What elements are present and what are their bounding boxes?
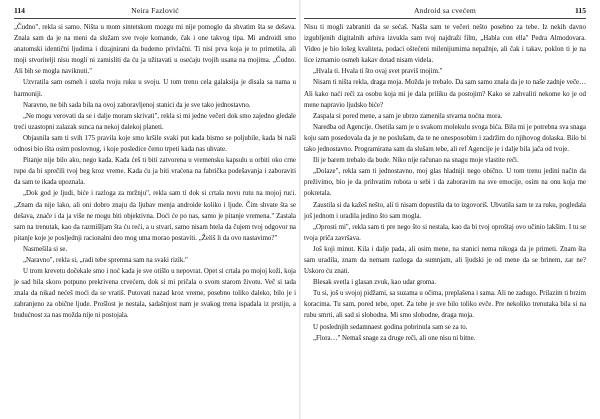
left-page-number: 114 [14, 6, 25, 15]
paragraph: Naredba od Agencije. Osetila sam je u svakom molekulu svoga bića. Bila mi je potrebna sva snaga koju sam posedovala da je ne poslušam, da te ne onesposobim i zadržim do njihovog dolaska. Bilo bi tako jednostavno. Programirana sam da slušam tebe, ali ref Agencije je i dalje bila jača od tvoje. [304, 123, 586, 154]
paragraph: Zaspala si pored mene, a sam je ubrzo zamenila stvarna noćna mora. [313, 112, 503, 120]
paragraph: Objasnila sam ti svih 175 pravila koje smo kršile svaki put kada bismo se poljubile, kada bi naši odnosi bio išta osim poslovnog, i koje posledice čemo trpeti kada nas uhvate. [14, 134, 296, 154]
paragraph: Blesak svetla i glasan zvuk, kao udar groma. [313, 279, 437, 287]
left-header-rule [14, 18, 296, 19]
paragraph: Nisam ti ništa rekla, draga moja. Možda je trebalo. Da sam samo znala da je to naše zadnje veče… Ali kako naći reči za osobu koja mi je dala priliku da postojim? Kako se zahvaliti nekome ko je od mene napravio ljudsko biće? [304, 79, 586, 109]
paragraph: Još koji minut. Kila i dalje pada, ali osim mene, na stanici nema nikoga da je primeti. Znam šta sam uradila, znam da nemam razloga da sumnjam, ali ljudski je od mene da se brinem, zar ne? Uskoro ću znati. [304, 245, 586, 276]
right-header-rule [304, 18, 586, 19]
left-page-header [14, 5, 296, 16]
paragraph: U poslednjih sedamnaest godina pobrinula sam se za to. [313, 323, 468, 331]
paragraph: Nisu ti mogli zabraniti da se sećaš. Našla sam te večeri neštо posebno za tebe. Iz nekih davno izgubljenih digitalnih arhiva izvukla sam tvoj najdraži film, „Habla con ella" Pedra Almodovara. Video je bio lošeg kvaliteta, podaci oštećeni milenijumima nepažnje, ali čak i takav, poklon ti je na lice izmamio osmeh kakav dotad nisam videla. [304, 24, 586, 65]
paragraph: Pitanje nije bilo ako, nego kada. Kada ćeš ti biti zatvorena u vremensku kapsulu u orbiti oko crne rupe da bi sprečili tvoj beg kroz vreme. Kada ću ja biti vraćena na fabrička podešavanja i zaboraviti da sam te ikada upoznala. [14, 157, 296, 187]
paragraph: Ili je barem trebalo da bude. Niko nije računao na snagu moje vlastite reči. [313, 157, 519, 165]
paragraph: „Dok god je ljudi, biće i razloga za mržnju", rekla sam ti dok si crtala novu rutu na mojoj ruci. „Znam da nije lako, ali oni dobro znaju da ljubav menja androide koliko i ljude. Čim shvate šta se dešava, znače i da ja više ne mogu biti objektivna. Doći će po nas, samo je pitanje vremena." Zastala sam na trenutak, kao da razmišljam šta ću reći, a u stvari, samo nisam htela da čujem tvoj odgovor na pitanje koje je posljednji racionalni deo mog uma morao postaviti. „Želiš li da ovo nastavimo?" [14, 190, 296, 242]
paragraph: „Hvala ti. Hvala ti što ovaj svet praviš mojim." [313, 68, 443, 76]
right-page-body [304, 22, 586, 344]
paragraph: „Oprosti mi", rekla sam ti pre nego što si nestala, kao da bi tvoj oproštaj ovo učinio lakšim. I tu se tvoja priča završava. [304, 223, 586, 242]
right-running-head: Android sa cvećem [413, 6, 477, 15]
paragraph: Zaustila si da kažeš nešto, ali ti nisam dopustila da to izgovoriš. Ubvatila sam te za ruku, pogledala još jednom i uradila jedino što sam mogla. [304, 201, 586, 220]
paragraph: Nasmešila si se. [23, 245, 68, 253]
right-page-header [304, 5, 586, 16]
left-page-body [14, 22, 296, 322]
left-running-head: Neira Fazlović [131, 6, 179, 15]
paragraph: „Ne mogu verovati da se i dalje moram skrivati", rekla si mi jedne večeri dok smo zajedno gledale treći uzastopni zalazak sunca na nekoj dalekoj planeti. [14, 112, 296, 131]
paragraph: Uzvratila sam osmeh i uzela tvoju ruku u svoju. U tom trenu cela galaksija je disala sa nama u harmoniji. [14, 79, 296, 98]
right-page-number: 115 [575, 6, 586, 15]
paragraph: „Dolaze", rekla sam ti jednostavno, moj glas hladniji nego obično. U tom trenu jedini način da preživimo, bio je da prihvatim robota u sebi i da zaboravim na sve emocije, osim na onu koja me pokretala. [304, 168, 586, 198]
paragraph: Naravno, ne bih sada bila na ovoj zaboravljenoj stanici da je sve tako jednostavno. [23, 101, 251, 109]
paragraph: „Flora…" Nemaš snage za druge reči, ali one nisu ni bitne. [313, 334, 476, 342]
paragraph: U trom krevetu dočekale smo i noć kada je sve otišlo u nepovrat. Opet si crtala po mojoj koži, koja je sad bila skoro potpuno prekrivena crvećem, dok si mi pričala o svom starom životu. Več si tada znala da nikad nećeš moći da se vratiš. Putovati nazad kroz vreme, posebno toliko daleko, bilo je i zabranjeno za obične ljude. Prošlost je nestala, sadašnjost nam je svakog trena ispadala iz prstiju, a budućnost za nas možda nije ni postojala. [14, 268, 296, 320]
paragraph: „Čudno", rekla si samo. Ništa u mom sintetskom mozgu mi nije pomoglo da shvatim šta se dešava. Znala sam da je na meni da služam sve tvoje komande, čak i one takvog tipa. Mi androidi smo anatomski identični ljudima i dizajnirani da budemo privlačni. Ti nisi prva koja je to primetila, ali moji stvoritelji nisu mogli ni zamisliti da ću ja užitavati u osećaju tvojih usana na mojima. „Čudno. Ali bih se mogla naviknuti." [14, 24, 296, 76]
paragraph: „Naravno", rekla si, „radi tebe spremna sam na svaki rizik." [23, 256, 188, 264]
paragraph: Tu si, još u svojoj pidžami, sa suzama u očima, preplašena i sama. Ali ne zadugo. Prilazim ti brzim koracima. Tu sam, pored tebe, opet. Za tebe je sve bilo toliko evče. Pre nekoliko trenutaka bila si na rubu smrti, ali sad si slobodna. Mi smo slobodne, draga moja. [304, 290, 586, 320]
right-page [300, 0, 600, 419]
